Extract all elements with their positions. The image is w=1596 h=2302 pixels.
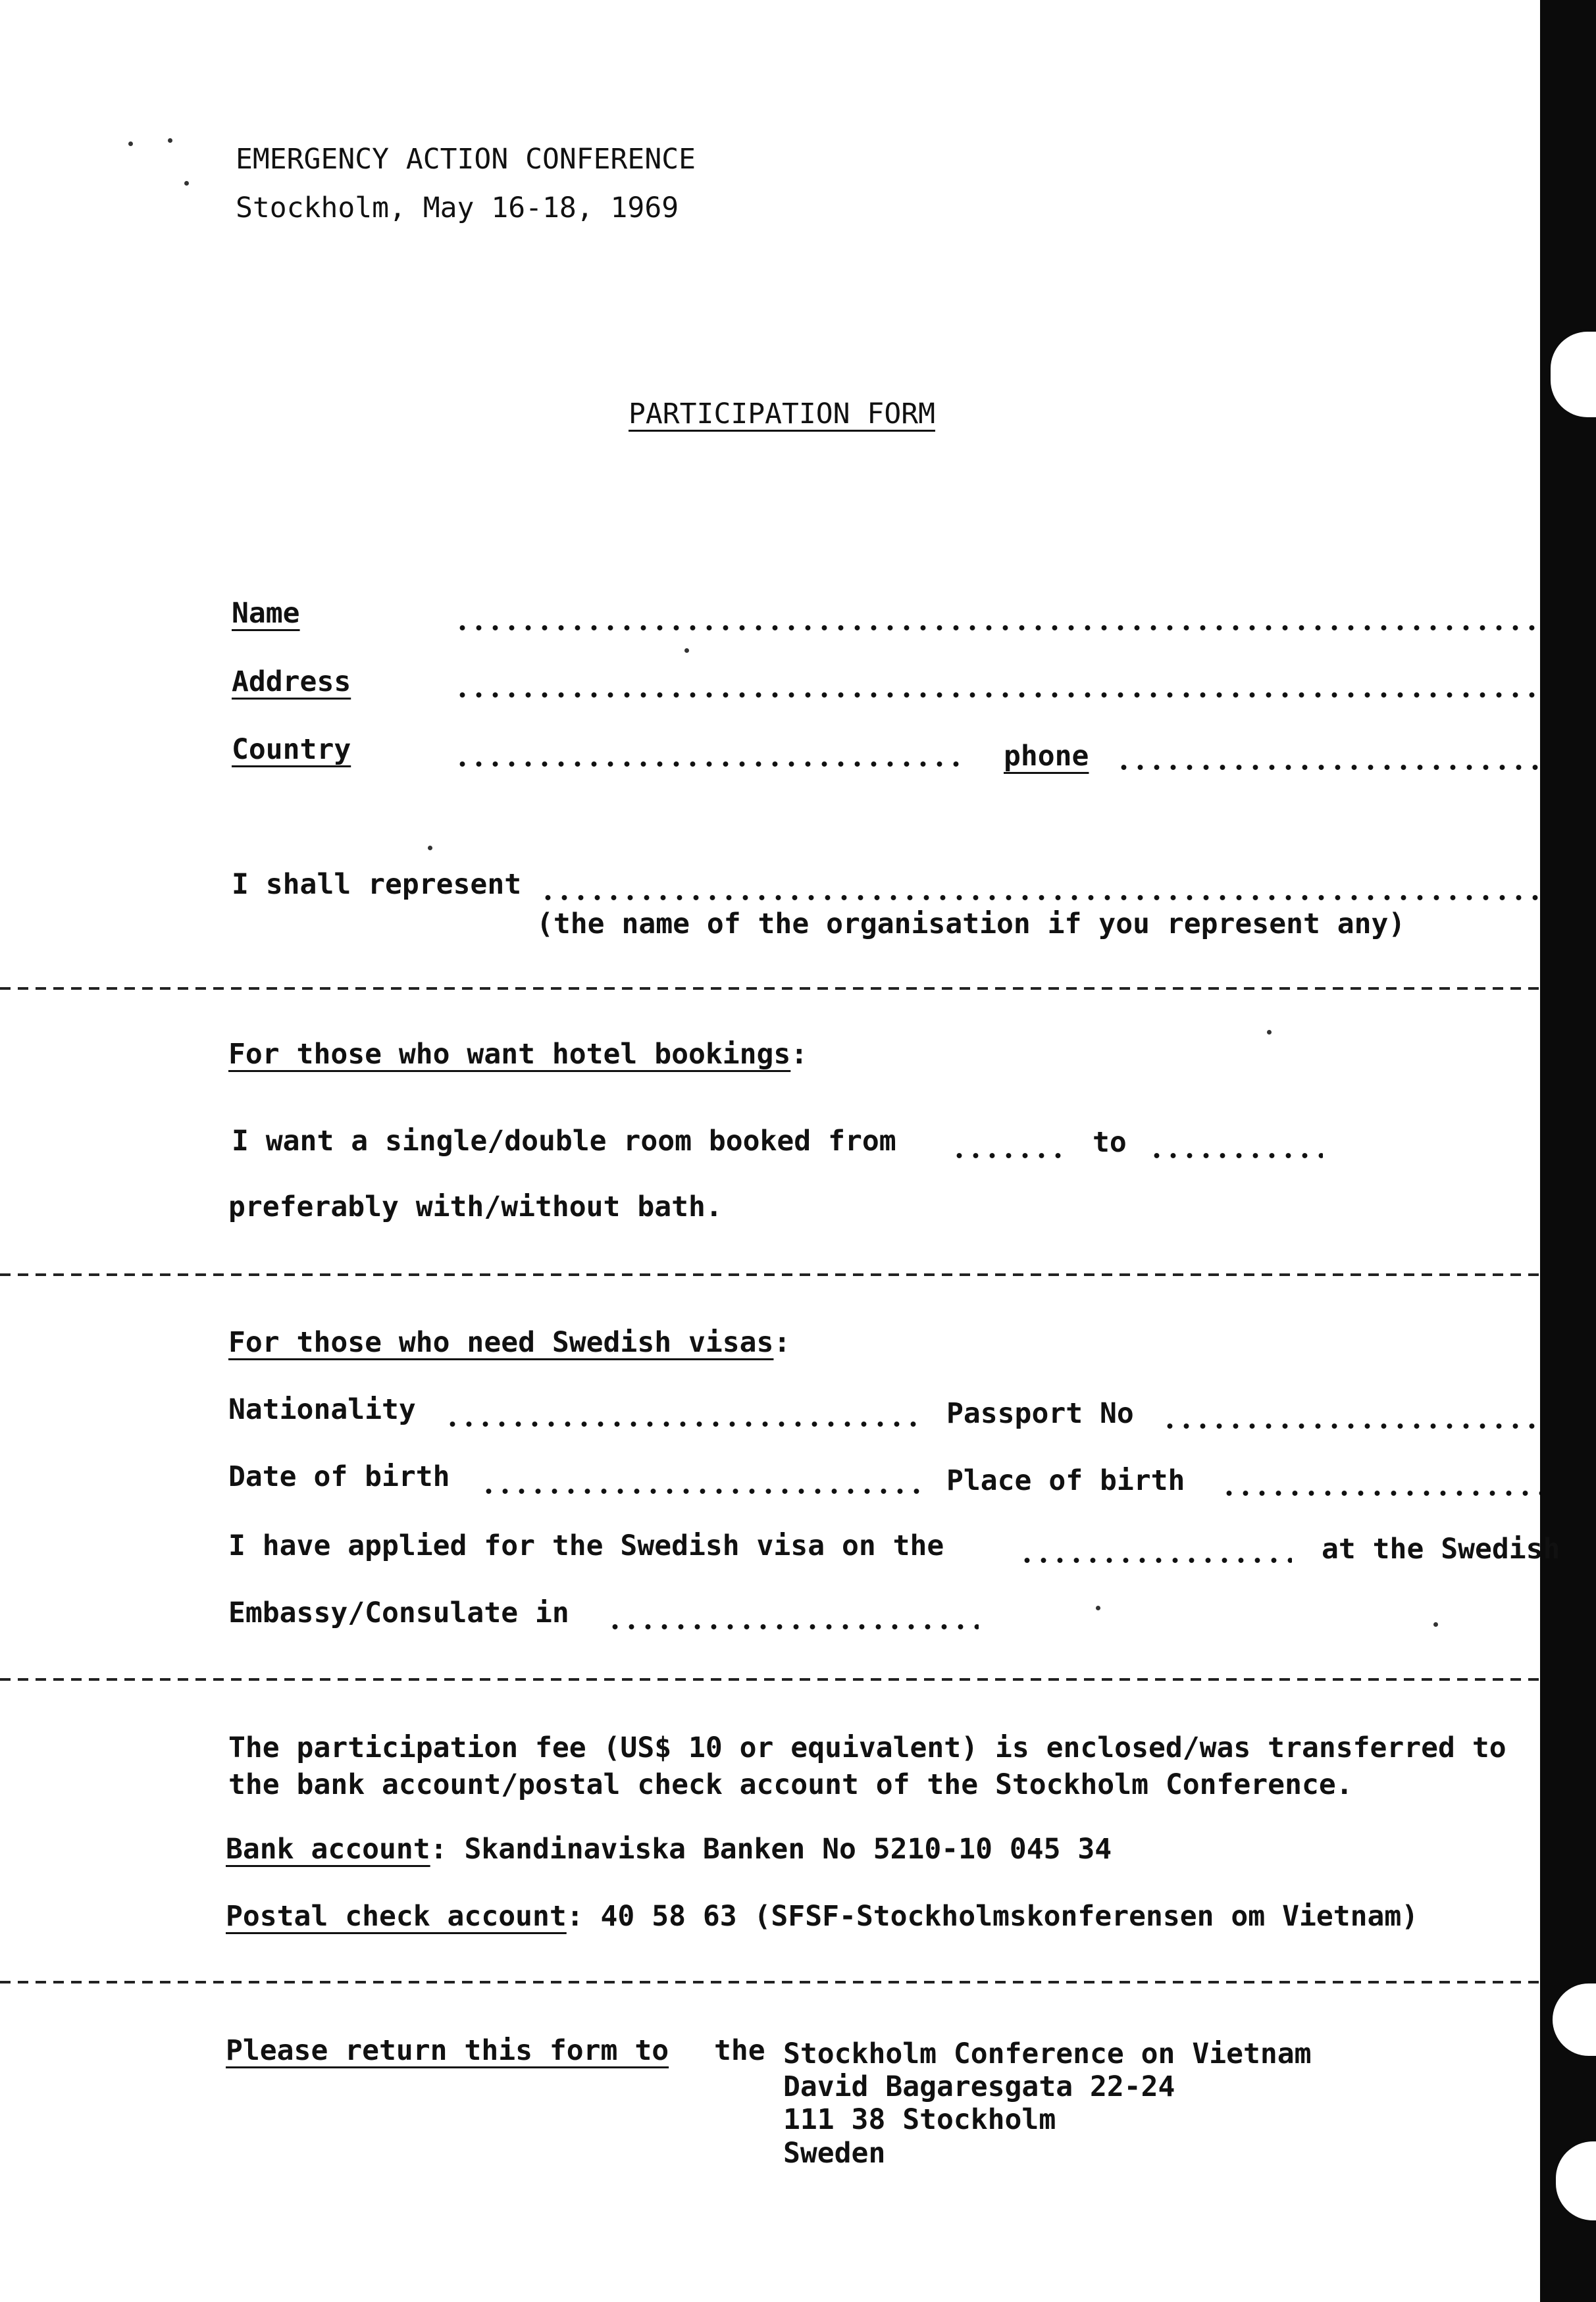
conference-date: Stockholm, May 16-18, 1969 <box>236 192 679 224</box>
hotel-room-line-a: I want a single/double room booked from <box>232 1125 896 1158</box>
form-title: PARTICIPATION FORM <box>629 397 935 430</box>
conference-title: EMERGENCY ACTION CONFERENCE <box>236 143 696 176</box>
scan-speck <box>168 138 172 143</box>
scan-speck <box>184 181 189 186</box>
visa-heading <box>228 1327 790 1359</box>
country-field[interactable] <box>454 761 967 767</box>
passport-label: Passport No <box>946 1397 1134 1430</box>
country-label: Country <box>232 733 351 766</box>
visa-heading-colon: : <box>773 1326 791 1359</box>
pob-field[interactable] <box>1221 1491 1540 1496</box>
name-label: Name <box>232 597 300 630</box>
nationality-label: Nationality <box>228 1393 416 1426</box>
postal-account-value: : 40 58 63 (SFSF-Stockholmskonferensen om Vietnam) <box>566 1900 1419 1933</box>
return-label: Please return this form to <box>226 2034 669 2067</box>
scan-speck <box>1096 1606 1100 1610</box>
scan-speck <box>1267 1030 1272 1035</box>
name-field[interactable] <box>454 625 1540 630</box>
hotel-heading-colon: : <box>790 1038 808 1071</box>
represent-field[interactable] <box>540 895 1540 900</box>
fee-line-1: The participation fee (US$ 10 or equivalent) is enclosed/was transferred to <box>228 1731 1506 1764</box>
represent-hint: (the name of the organisation if you represent any) <box>536 908 1406 940</box>
visa-applied-suffix: at the Swedish <box>1322 1533 1560 1566</box>
return-address-line-3: 111 38 Stockholm <box>783 2103 1056 2136</box>
passport-field[interactable] <box>1162 1423 1540 1429</box>
scan-speck <box>428 846 432 850</box>
section-divider <box>0 1273 1543 1276</box>
postal-account-label: Postal check account <box>226 1900 567 1933</box>
hotel-room-line-to: to <box>1093 1126 1127 1159</box>
dob-field[interactable] <box>480 1489 925 1494</box>
return-address-line-2: David Bagaresgata 22-24 <box>783 2070 1175 2103</box>
phone-label: phone <box>1004 740 1089 773</box>
hotel-heading <box>228 1038 808 1071</box>
scan-speck <box>684 648 689 653</box>
represent-label: I shall represent <box>232 868 522 901</box>
section-divider <box>0 1981 1543 1983</box>
hotel-from-field[interactable] <box>951 1153 1066 1158</box>
bank-account-line <box>226 1833 1112 1866</box>
phone-field[interactable] <box>1116 765 1540 770</box>
address-field[interactable] <box>454 692 1540 698</box>
visa-date-field[interactable] <box>1019 1558 1292 1563</box>
postal-account-line <box>226 1901 1418 1933</box>
nationality-field[interactable] <box>444 1421 925 1427</box>
hotel-to-field[interactable] <box>1148 1153 1323 1158</box>
visa-applied-line: I have applied for the Swedish visa on the <box>228 1529 944 1562</box>
return-the: the <box>714 2034 765 2067</box>
embassy-label: Embassy/Consulate in <box>228 1597 569 1629</box>
dob-label: Date of birth <box>228 1460 450 1493</box>
embassy-field[interactable] <box>607 1624 979 1629</box>
bank-account-label: Bank account <box>226 1833 430 1866</box>
address-label: Address <box>232 665 351 698</box>
fee-line-2: the bank account/postal check account of the Stockholm Conference. <box>228 1768 1353 1801</box>
return-address-line-1: Stockholm Conference on Vietnam <box>783 2037 1312 2070</box>
pob-label: Place of birth <box>946 1464 1185 1497</box>
return-address-line-4: Sweden <box>783 2137 886 2170</box>
section-divider <box>0 1678 1543 1681</box>
visa-heading-text: For those who need Swedish visas <box>228 1326 774 1359</box>
scan-speck <box>128 141 133 146</box>
hotel-bath-line: preferably with/without bath. <box>228 1190 723 1223</box>
scan-speck <box>1433 1622 1438 1627</box>
bank-account-value: : Skandinaviska Banken No 5210-10 045 34 <box>430 1833 1112 1866</box>
section-divider <box>0 987 1543 990</box>
hotel-heading-text: For those who want hotel bookings <box>228 1038 791 1071</box>
